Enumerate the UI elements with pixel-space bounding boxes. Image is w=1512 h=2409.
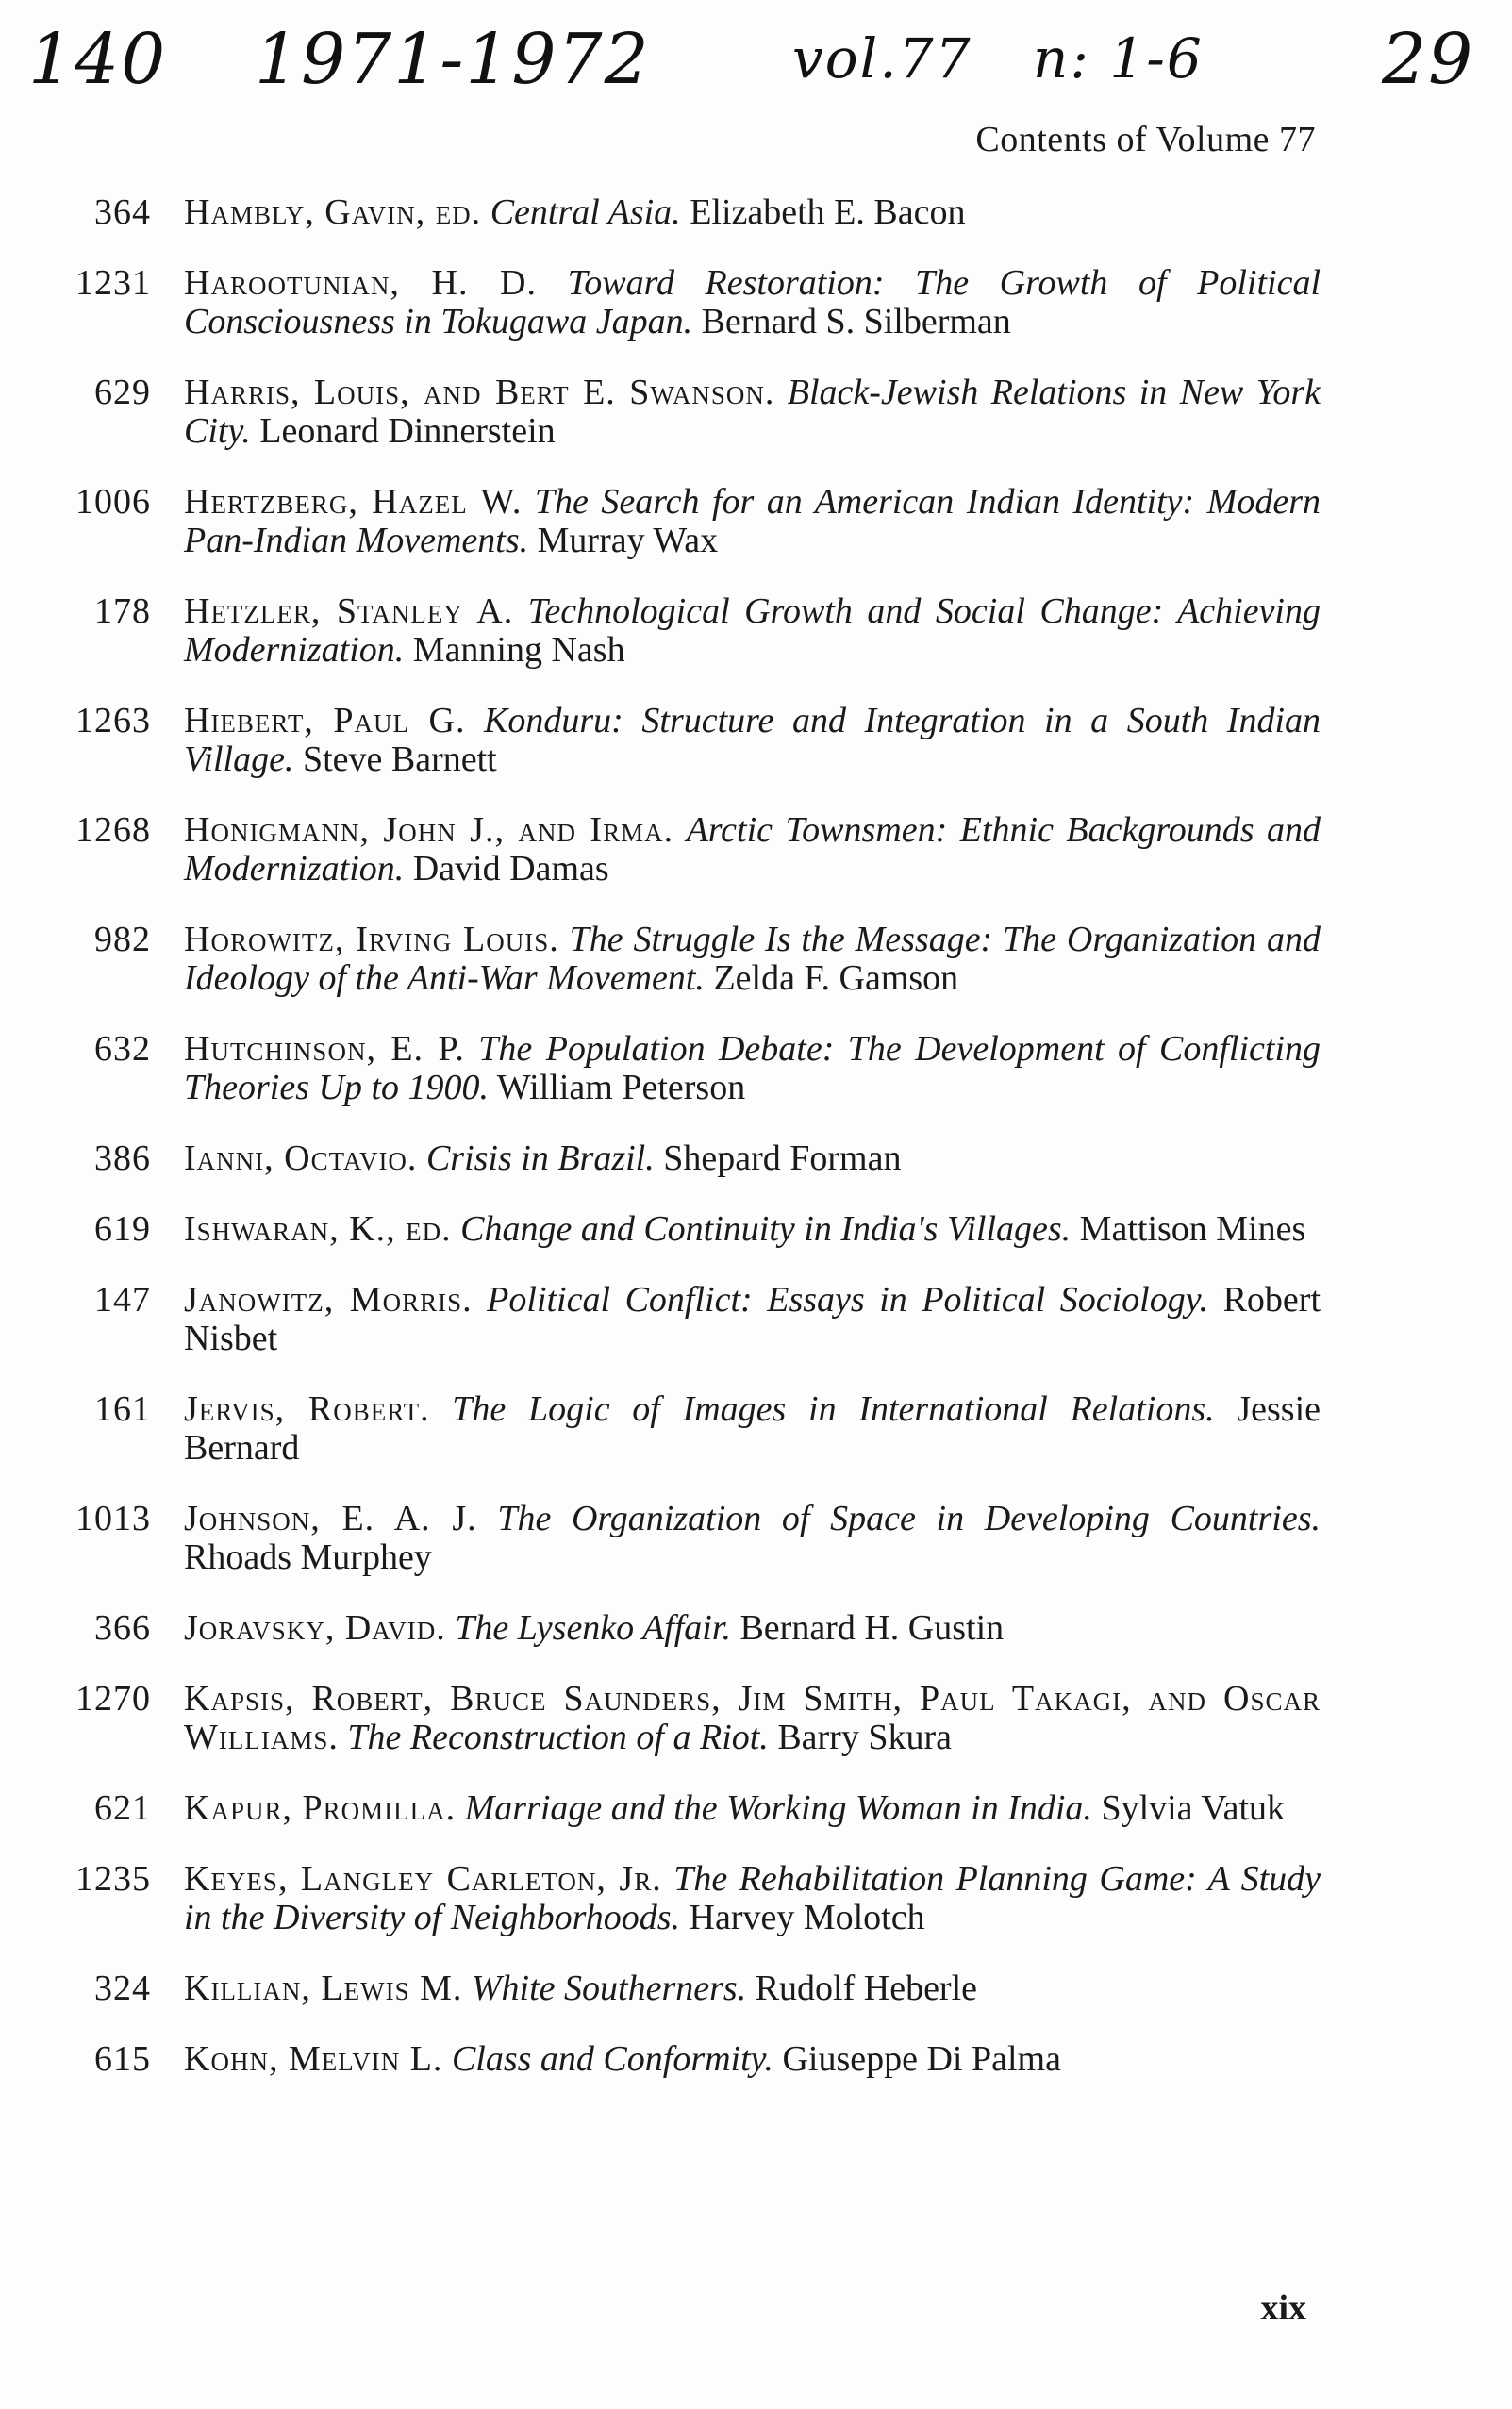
book-title: Black-Jewish Relations in New York City. [184,373,1321,451]
list-item [57,702,1321,779]
author: Janowitz, Morris. [184,1280,473,1320]
page-number: 1263 [75,701,151,740]
list-item [57,1281,1321,1358]
reviewer: Barry Skura [777,1718,952,1757]
reviewer: Manning Nash [412,630,625,670]
book-title: Technological Growth and Social Change: Achieving Modernization. [184,591,1321,670]
reviewer: Mattison Mines [1079,1209,1306,1249]
handwritten-issues: n: 1-6 [1033,26,1204,91]
reviewer: Steve Barnett [302,739,497,779]
page-folio: xix [1260,2288,1306,2328]
author: Hambly, Gavin, ed. [184,192,482,232]
list-item [57,483,1321,560]
list-item [57,1860,1321,1937]
page-number: 1268 [75,810,151,850]
page-number: 632 [94,1029,151,1069]
book-title: Change and Continuity in India's Villages. [460,1209,1072,1249]
author: Kapur, Promilla. [184,1788,457,1828]
book-title: Konduru: Structure and Integration in a South Indian Village. [184,701,1321,779]
book-title: Class and Conformity. [451,2039,773,2079]
reviewer: William Peterson [496,1068,746,1107]
book-title: The Struggle Is the Message: The Organization and Ideology of the Anti-War Movement. [184,920,1321,998]
reviewer: Bernard H. Gustin [739,1608,1005,1648]
review-list [57,193,1321,2111]
list-item [57,1210,1321,1249]
book-title: The Rehabilitation Planning Game: A Study in the Diversity of Neighborhoods. [184,1859,1321,1937]
list-item [57,921,1321,998]
list-item [57,264,1321,341]
book-title: Toward Restoration: The Growth of Political Consciousness in Tokugawa Japan. [184,263,1321,341]
author: Honigmann, John J., and Irma. [184,810,674,850]
book-title: The Organization of Space in Developing Countries. [497,1499,1321,1538]
book-title: White Southerners. [471,1969,747,2008]
list-item [57,1500,1321,1577]
page-number: 1270 [75,1679,151,1719]
author: Hutchinson, E. P. [184,1029,465,1069]
list-item [57,1139,1321,1178]
page-number: 366 [94,1608,151,1648]
book-title: The Search for an American Indian Identity: Modern Pan-Indian Movements. [184,482,1321,560]
running-head: Contents of Volume 77 [975,120,1316,159]
handwritten-page: 29 [1382,19,1475,100]
reviewer: Elizabeth E. Bacon [690,192,966,232]
handwritten-volume: vol.77 [792,26,972,91]
reviewer: Bernard S. Silberman [701,302,1011,341]
reviewer: Jessie Bernard [184,1389,1321,1468]
page-number: 386 [94,1138,151,1178]
list-item [57,1789,1321,1828]
author: Johnson, E. A. J. [184,1499,477,1538]
reviewer: Giuseppe Di Palma [782,2039,1061,2079]
book-title: The Reconstruction of a Riot. [347,1718,769,1757]
reviewer: Murray Wax [537,521,719,560]
list-item [57,374,1321,451]
book-title: Arctic Townsmen: Ethnic Backgrounds and Modernization. [184,810,1321,889]
author: Kohn, Melvin L. [184,2039,443,2079]
handwritten-number: 140 [28,19,168,100]
book-title: The Lysenko Affair. [455,1608,731,1648]
reviewer: Rhoads Murphey [184,1537,432,1577]
book-title: Central Asia. [490,192,681,232]
page-number: 1013 [75,1499,151,1538]
list-item [57,1030,1321,1107]
page-number: 1235 [75,1859,151,1899]
reviewer: Harvey Molotch [689,1898,925,1937]
reviewer: Zelda F. Gamson [713,958,959,998]
handwritten-annotation [0,19,1512,113]
page-number: 324 [94,1969,151,2008]
author: Jervis, Robert. [184,1389,430,1429]
list-item [57,1680,1321,1757]
page-number: 364 [94,192,151,232]
page-number: 619 [94,1209,151,1249]
reviewer: David Damas [412,849,609,889]
author: Hetzler, Stanley A. [184,591,514,631]
book-title: Marriage and the Working Woman in India. [464,1788,1092,1828]
handwritten-years: 1971-1972 [255,19,651,100]
reviewer: Sylvia Vatuk [1101,1788,1286,1828]
page-number: 1006 [75,482,151,522]
author: Ianni, Octavio. [184,1138,418,1178]
page-number: 629 [94,373,151,412]
author: Horowitz, Irving Louis. [184,920,559,959]
page-number: 1231 [75,263,151,303]
reviewer: Rudolf Heberle [755,1969,978,2008]
list-item [57,1390,1321,1468]
author: Ishwaran, K., ed. [184,1209,452,1249]
author: Harootunian, H. D. [184,263,537,303]
author: Killian, Lewis M. [184,1969,463,2008]
author: Hertzberg, Hazel W. [184,482,523,522]
list-item [57,592,1321,670]
book-title: Crisis in Brazil. [425,1138,655,1178]
author: Harris, Louis, and Bert E. Swanson. [184,373,775,412]
book-title: Political Conflict: Essays in Political Sociology. [487,1280,1209,1320]
page-number: 161 [94,1389,151,1429]
page-number: 147 [94,1280,151,1320]
book-title: The Logic of Images in International Relations. [452,1389,1215,1429]
author: Joravsky, David. [184,1608,446,1648]
reviewer: Shepard Forman [663,1138,902,1178]
page-number: 982 [94,920,151,959]
list-item [57,811,1321,889]
page-number: 178 [94,591,151,631]
author: Hiebert, Paul G. [184,701,466,740]
book-title: The Population Debate: The Development of Conflicting Theories Up to 1900. [184,1029,1321,1107]
page-number: 615 [94,2039,151,2079]
reviewer: Leonard Dinnerstein [259,411,556,451]
list-item [57,2040,1321,2079]
author: Keyes, Langley Carleton, Jr. [184,1859,662,1899]
page-number: 621 [94,1788,151,1828]
reviewer: Robert Nisbet [184,1280,1321,1358]
list-item [57,1609,1321,1648]
list-item [57,193,1321,232]
list-item [57,1969,1321,2008]
author: Kapsis, Robert, Bruce Saunders, Jim Smith, Paul Takagi, and Oscar Williams. [184,1679,1321,1757]
